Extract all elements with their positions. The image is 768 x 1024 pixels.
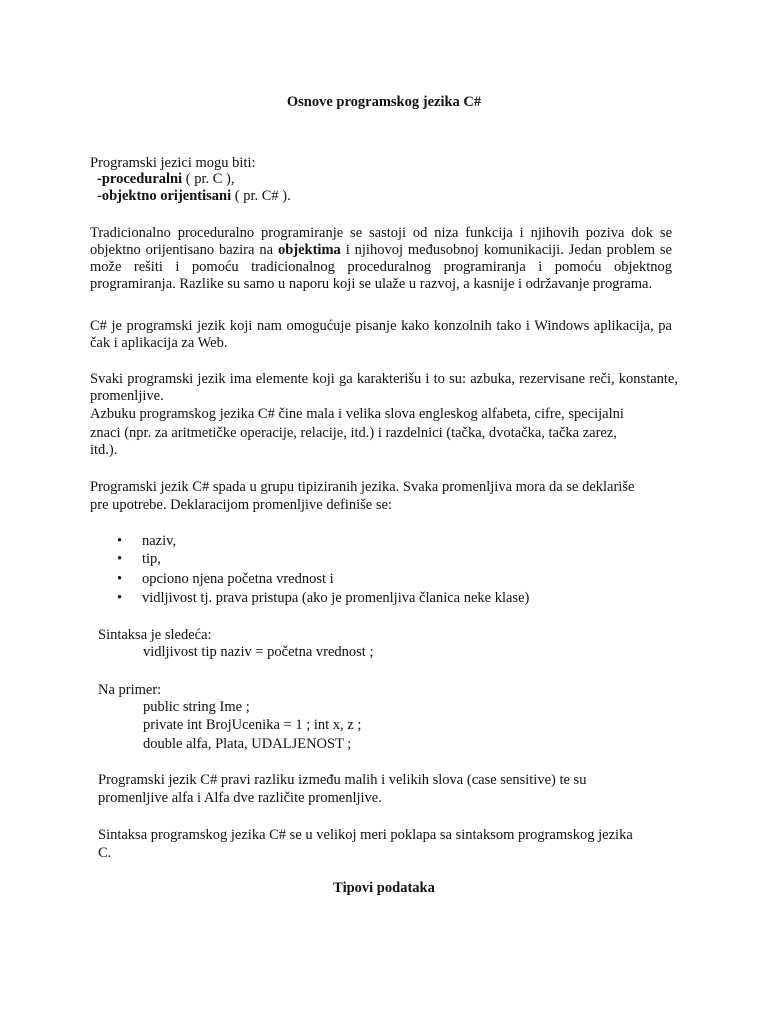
paragraph-procedural-vs-oop-part2: i njihovoj međusobnoj komunikaciji. Jedan problem se može rešiti i pomoću tradicionalnog proceduralnog programiranja i pomoću objektnog programiranja. Razlike su samo u naporu koji se ulaže u razvoj, a kasnije i održavanje programa.: [90, 242, 672, 292]
case-sensitivity-line2: promenljive alfa i Alfa dve različite promenljive.: [98, 790, 382, 806]
intro-item-oop-example: ( pr. C# ).: [231, 188, 291, 204]
example-code-line: double alfa, Plata, UDALJENOST ;: [143, 736, 352, 752]
paragraph-procedural-vs-oop-part1: Tradicionalno proceduralno programiranje se sastoji od niza funkcija i njihovih poziva dok se objektno orijentisano bazira na: [90, 225, 672, 258]
intro-item-oop-term: -objektno orijentisani: [97, 188, 232, 204]
case-sensitivity-line1: Programski jezik C# pravi razliku između malih i velikih slova (case sensitive) te su: [98, 772, 587, 788]
bullet-marker: •: [117, 590, 123, 606]
list-item: tip,: [142, 551, 161, 567]
example-code-line: public string Ime ;: [143, 699, 250, 715]
paragraph-csharp-intro: C# je programski jezik koji nam omogućuje pisanje kako konzolnih tako i Windows aplikacija, pa čak i aplikacija za Web.: [90, 318, 672, 351]
document-title: Osnove programskog jezika C#: [286, 94, 482, 110]
list-item: opciono njena početna vrednost i: [142, 571, 334, 587]
paragraph-alphabet-line3: itd.).: [90, 442, 118, 458]
syntax-label: Sintaksa je sledeća:: [98, 627, 212, 643]
section-heading: Tipovi podataka: [333, 880, 435, 896]
intro-item-oop: [97, 188, 291, 205]
example-code-line: private int BrojUcenika = 1 ; int x, z ;: [143, 717, 362, 733]
intro-item-procedural: [97, 171, 234, 188]
syntax-similarity-line1: Sintaksa programskog jezika C# se u velikoj meri poklapa sa sintaksom programskog jezika: [98, 827, 633, 843]
paragraph-alphabet-line1: Azbuku programskog jezika C# čine mala i velika slova engleskog alfabeta, cifre, specijalni: [90, 406, 624, 422]
paragraph-alphabet-line2: znaci (npr. za aritmetičke operacije, relacije, itd.) i razdelnici (tačka, dvotačka, tačka zarez,: [90, 425, 617, 441]
paragraph-procedural-vs-oop-bold: objektima: [277, 242, 341, 258]
intro-item-procedural-term: -proceduralni: [97, 171, 183, 187]
intro-line: Programski jezici mogu biti:: [90, 155, 256, 171]
bullet-marker: •: [117, 571, 123, 587]
paragraph-typed-line2: pre upotrebe. Deklaracijom promenljive definiše se:: [90, 497, 392, 513]
paragraph-language-elements: Svaki programski jezik ima elemente koji ga karakterišu i to su: azbuka, rezervisane reči, konstante, promenljive.: [90, 371, 678, 404]
example-label: Na primer:: [98, 682, 162, 698]
paragraph-typed-line1: Programski jezik C# spada u grupu tipiziranih jezika. Svaka promenljiva mora da se deklariše: [90, 479, 635, 495]
syntax-similarity-line2: C.: [98, 845, 112, 861]
bullet-marker: •: [117, 533, 123, 549]
list-item: vidljivost tj. prava pristupa (ako je promenljiva članica neke klase): [142, 590, 530, 606]
paragraph-procedural-vs-oop: [90, 225, 672, 293]
syntax-code: vidljivost tip naziv = početna vrednost ;: [143, 644, 374, 660]
bullet-marker: •: [117, 551, 123, 567]
intro-item-procedural-example: ( pr. C ),: [182, 171, 235, 187]
list-item: naziv,: [142, 533, 177, 549]
